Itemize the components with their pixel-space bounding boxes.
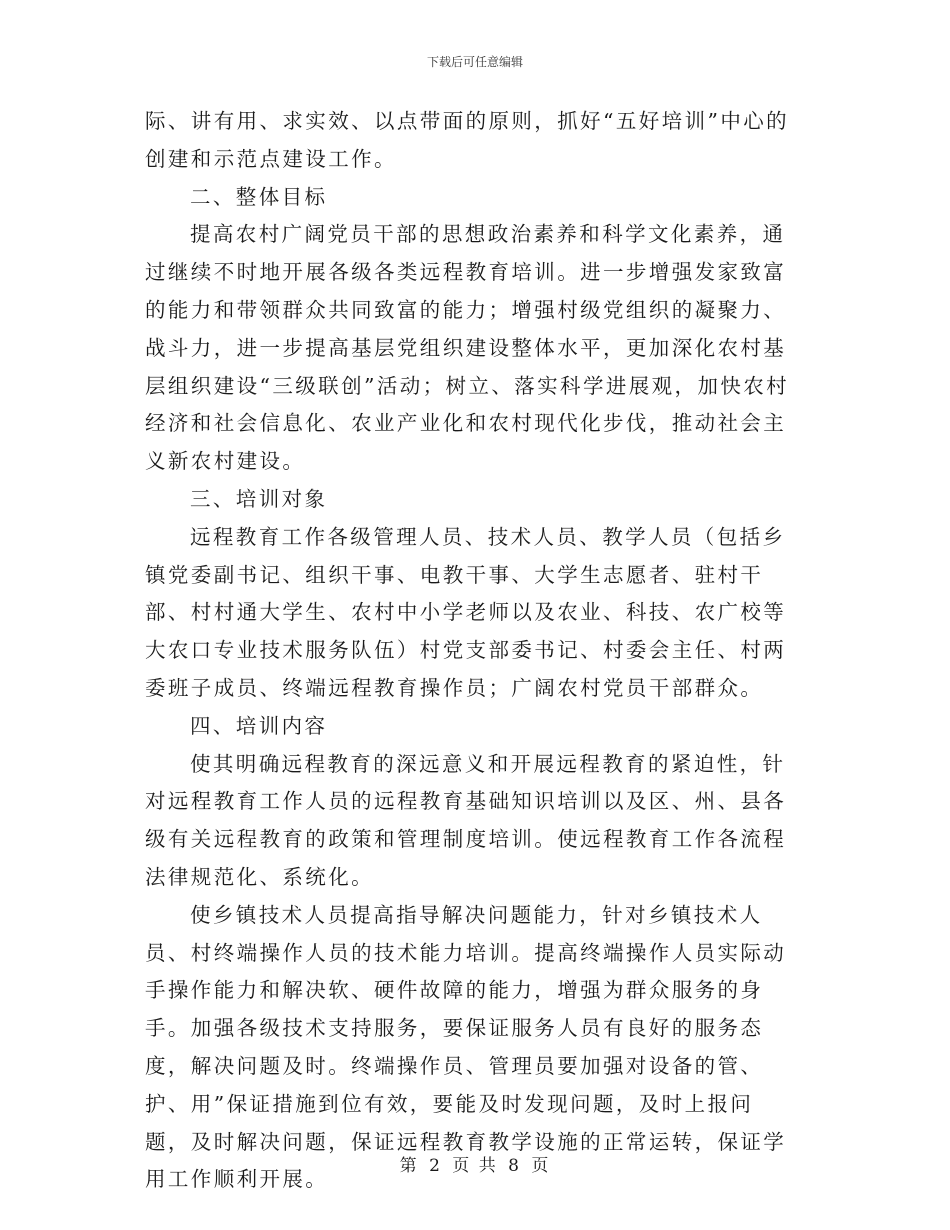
paragraph: 际、讲有用、求实效、以点带面的原则，抓好“五好培训”中心的创建和示范点建设工作。 xyxy=(145,109,790,171)
total-page-number: 8 xyxy=(508,1156,521,1176)
footer-middle: 页 共 xyxy=(452,1156,498,1176)
paragraph: 远程教育工作各级管理人员、技术人员、教学人员（包括乡镇党委副书记、组织干事、电教干事、大学生志愿者、驻村干部、村村通大学生、农村中小学老师以及农业、科技、农广校等大农口专业技术服务队伍）村党支部委书记、村委会主任、村两委班子成员、终端远程教育操作员；广阔农村党员干部群众。 xyxy=(145,524,787,700)
section-heading: 四、培训内容 xyxy=(190,713,328,738)
page-footer xyxy=(0,1155,950,1177)
footer-suffix: 页 xyxy=(531,1156,551,1176)
current-page-number: 2 xyxy=(429,1156,442,1176)
paragraph: 使其明确远程教育的深远意义和开展远程教育的紧迫性，针对远程教育工作人员的远程教育基础知识培训以及区、州、县各级有关远程教育的政策和管理制度培训。使远程教育工作各流程法律规范化、系统化。 xyxy=(145,751,787,889)
section-heading: 二、整体目标 xyxy=(190,184,328,209)
paragraph: 使乡镇技术人员提高指导解决问题能力，针对乡镇技术人员、村终端操作人员的技术能力培训。提高终端操作人员实际动手操作能力和解决软、硬件故障的能力，增强为群众服务的身手。加强各级技术支持服务，要保证服务人员有良好的服务态度，解决问题及时。终端操作员、管理员要加强对设备的管、护、用”保证措施到位有效，要能及时发现问题，及时上报问题，及时解决问题，保证远程教育教学设施的正常运转，保证学用工作顺利开展。 xyxy=(145,902,787,1192)
section-heading: 三、培训对象 xyxy=(190,486,328,511)
page-header: 下载后可任意编辑 xyxy=(426,55,523,69)
footer-prefix: 第 xyxy=(399,1156,419,1176)
document-body xyxy=(145,103,795,1199)
paragraph: 提高农村广阔党员干部的思想政治素养和科学文化素养，通过继续不时地开展各级各类远程教育培训。进一步增强发家致富的能力和带领群众共同致富的能力；增强村级党组织的凝聚力、战斗力，进一步提高基层党组织建设整体水平，更加深化农村基层组织建设“三级联创”活动；树立、落实科学进展观，加快农村经济和社会信息化、农业产业化和农村现代化步伐，推动社会主义新农村建设。 xyxy=(145,222,790,474)
